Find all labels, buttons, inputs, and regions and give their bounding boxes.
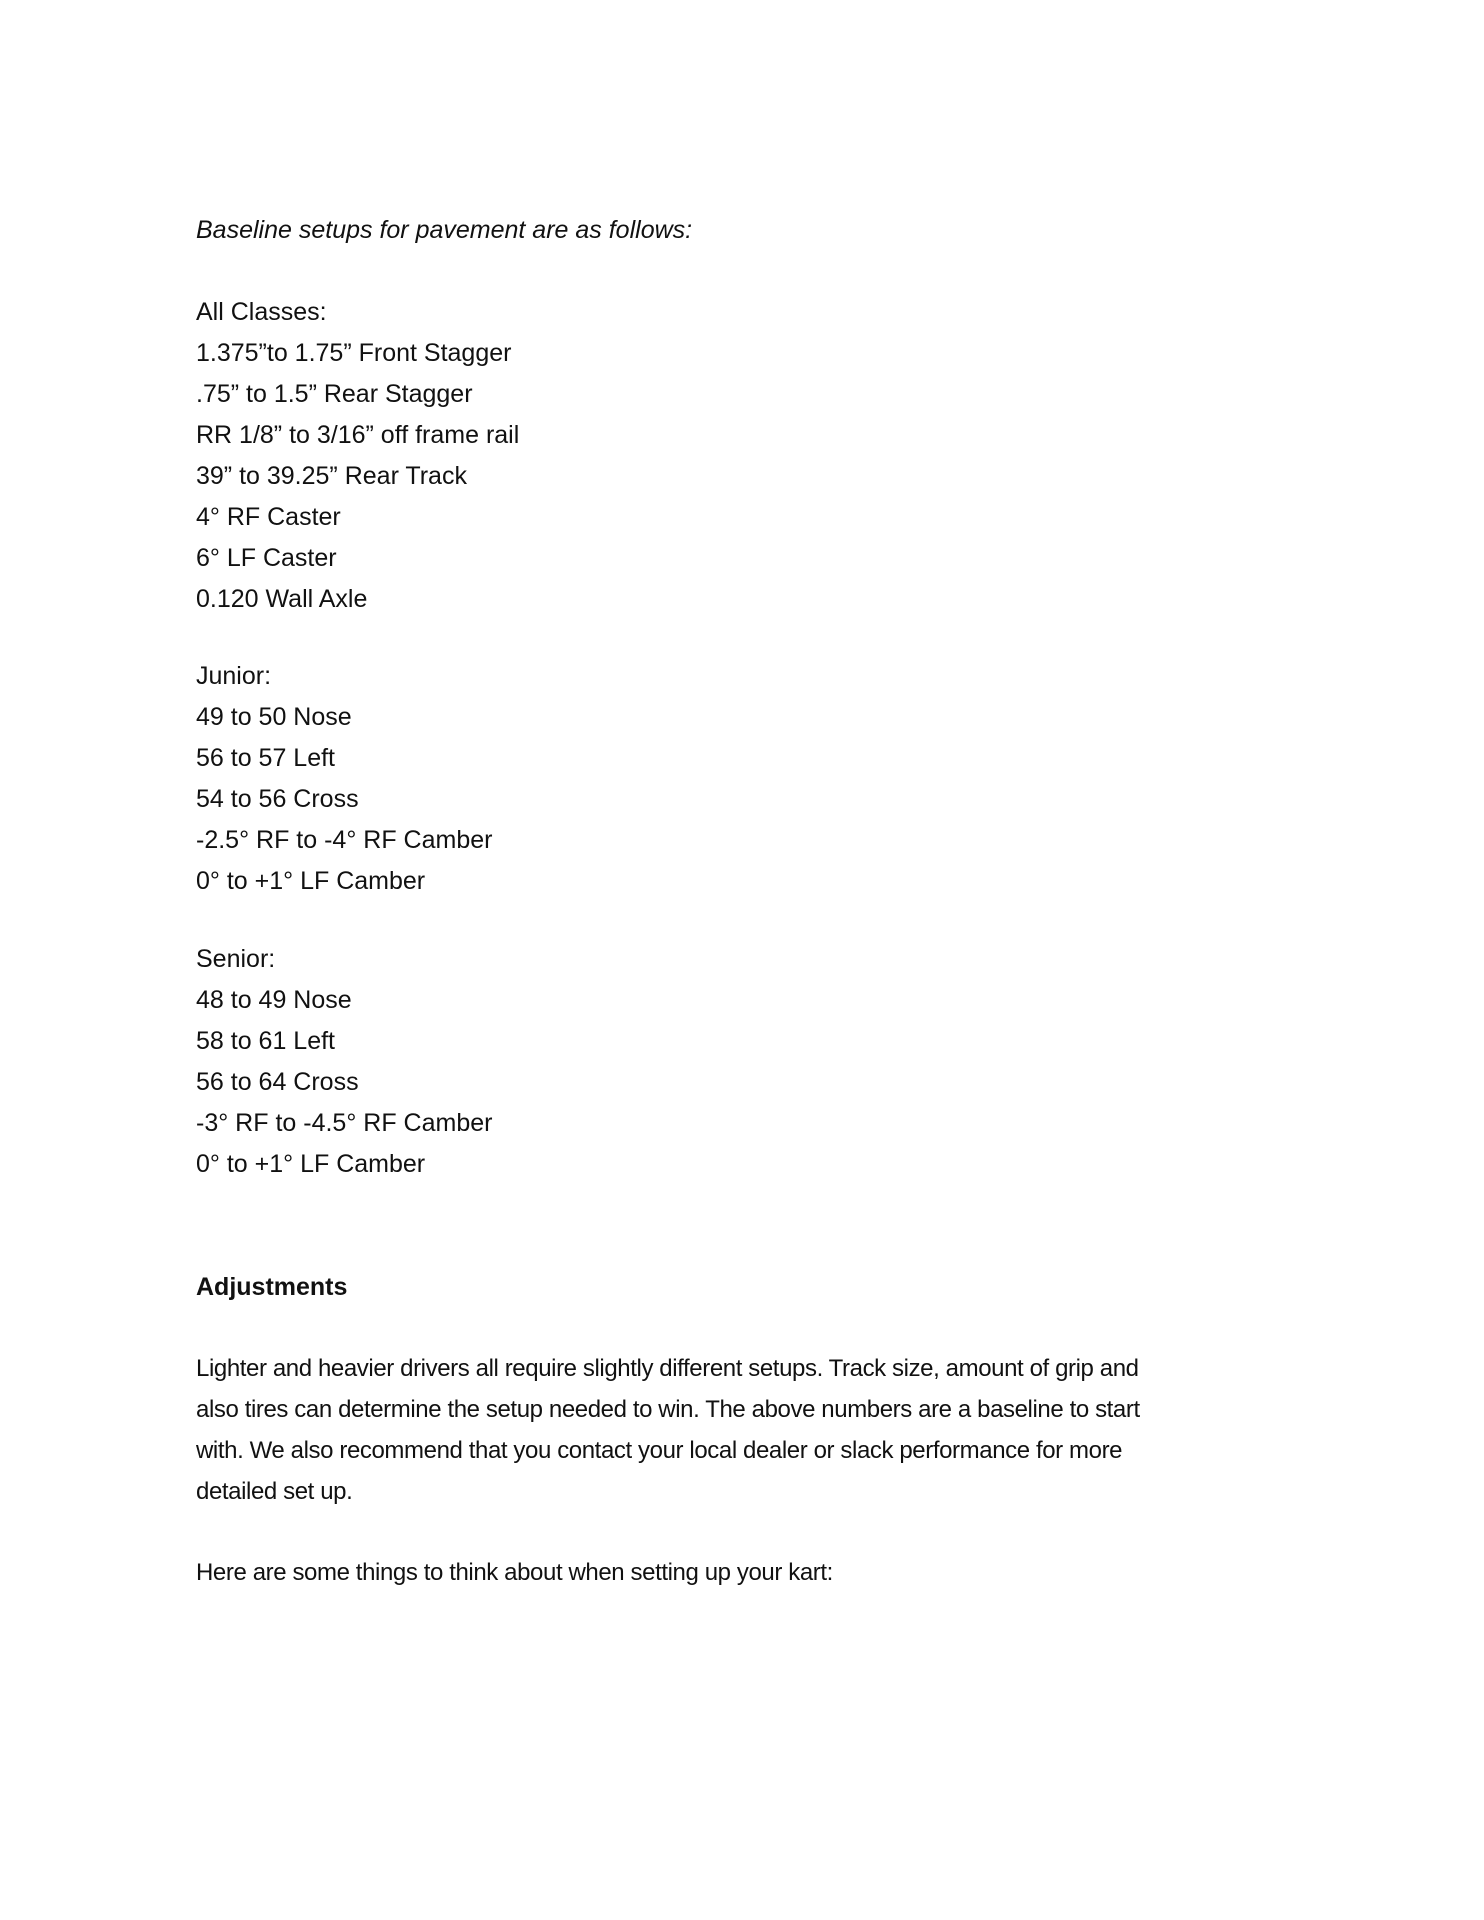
adjustments-paragraph xyxy=(196,1348,1140,1512)
all-classes-section xyxy=(196,292,519,620)
intro-text: Baseline setups for pavement are as follows: xyxy=(196,216,693,244)
list-item: 0° to +1° LF Camber xyxy=(196,1150,426,1178)
section-heading: All Classes: xyxy=(196,298,327,326)
list-item: -3° RF to -4.5° RF Camber xyxy=(196,1109,493,1137)
senior-section xyxy=(196,939,492,1185)
list-item: 49 to 50 Nose xyxy=(196,703,352,731)
list-item: 0° to +1° LF Camber xyxy=(196,867,426,895)
list-item: 54 to 56 Cross xyxy=(196,785,359,813)
list-item: 56 to 64 Cross xyxy=(196,1068,359,1096)
paragraph-line: detailed set up. xyxy=(196,1478,353,1505)
closing-text: Here are some things to think about when setting up your kart: xyxy=(196,1559,833,1586)
list-item: -2.5° RF to -4° RF Camber xyxy=(196,826,493,854)
list-item: 1.375”to 1.75” Front Stagger xyxy=(196,339,512,367)
paragraph-line: Lighter and heavier drivers all require slightly different setups. Track size, amount of grip and xyxy=(196,1355,1139,1382)
list-item: 39” to 39.25” Rear Track xyxy=(196,462,467,490)
list-item: 0.120 Wall Axle xyxy=(196,585,368,613)
list-item: RR 1/8” to 3/16” off frame rail xyxy=(196,421,520,449)
list-item: 56 to 57 Left xyxy=(196,744,336,772)
section-heading: Junior: xyxy=(196,662,272,690)
paragraph-line: also tires can determine the setup needed to win. The above numbers are a baseline to start xyxy=(196,1396,1140,1423)
list-item: 48 to 49 Nose xyxy=(196,986,352,1014)
paragraph-line: with. We also recommend that you contact your local dealer or slack performance for more xyxy=(196,1437,1123,1464)
adjustments-heading: Adjustments xyxy=(196,1273,348,1301)
list-item: .75” to 1.5” Rear Stagger xyxy=(196,380,473,408)
section-heading: Senior: xyxy=(196,945,276,973)
list-item: 4° RF Caster xyxy=(196,503,341,531)
list-item: 6° LF Caster xyxy=(196,544,337,572)
junior-section xyxy=(196,656,492,902)
list-item: 58 to 61 Left xyxy=(196,1027,336,1055)
